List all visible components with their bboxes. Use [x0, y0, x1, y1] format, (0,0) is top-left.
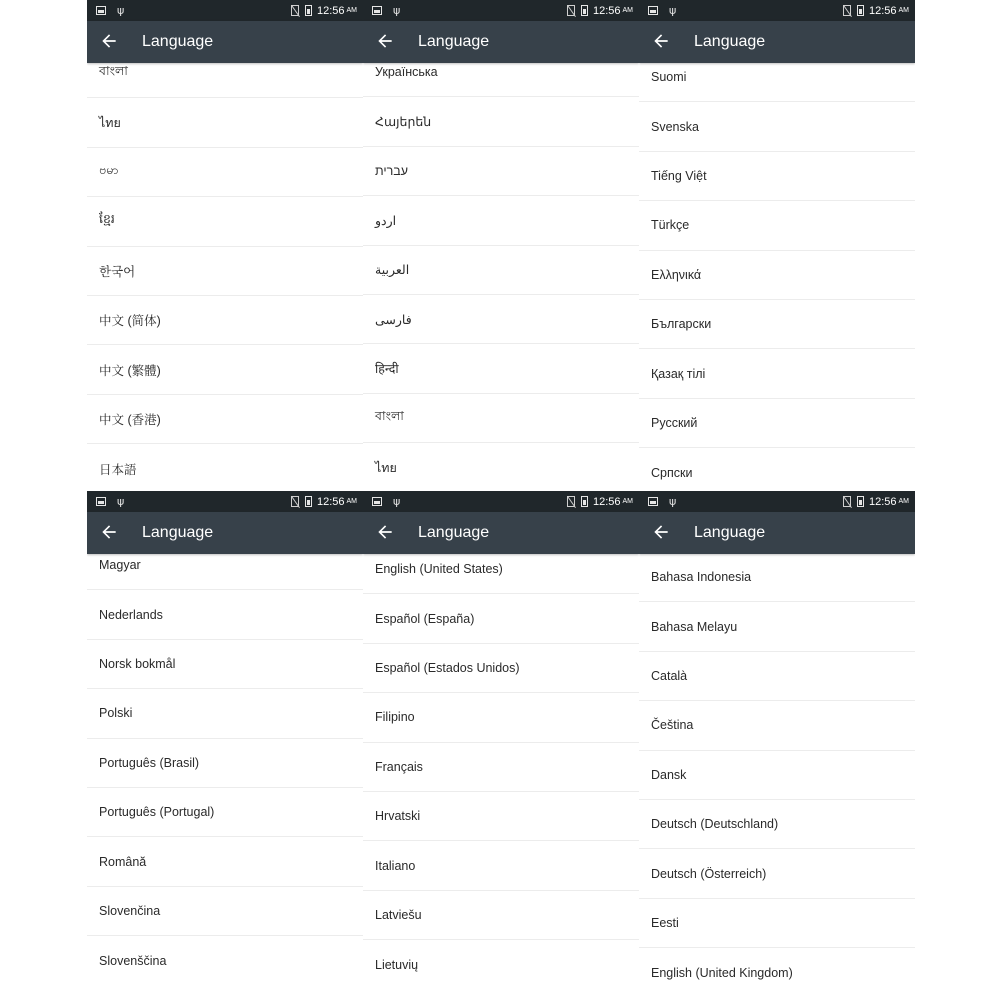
language-item[interactable]: Српски: [651, 465, 693, 480]
battery-icon: [857, 496, 864, 507]
usb-icon: ψ: [669, 495, 677, 508]
language-item[interactable]: Türkçe: [639, 201, 915, 250]
status-bar: [363, 491, 639, 512]
language-item[interactable]: Slovenčina: [87, 887, 363, 936]
status-bar: [87, 0, 363, 21]
language-item[interactable]: اردو: [363, 196, 639, 245]
language-item[interactable]: Português (Portugal): [87, 788, 363, 837]
back-arrow-icon[interactable]: [375, 522, 395, 542]
no-sim-icon: [291, 5, 299, 16]
language-item[interactable]: Filipino: [363, 693, 639, 742]
language-item[interactable]: Hrvatski: [363, 792, 639, 841]
language-item[interactable]: বাংলা: [363, 394, 639, 443]
app-bar: [87, 21, 363, 63]
picture-notification-icon: [648, 497, 658, 506]
language-item[interactable]: Deutsch (Österreich): [639, 849, 915, 898]
status-bar: [639, 0, 915, 21]
no-sim-icon: [567, 496, 575, 507]
language-item[interactable]: ไทย: [87, 98, 363, 147]
app-bar-title: Language: [418, 524, 490, 541]
usb-icon: ψ: [117, 495, 125, 508]
language-screen-6: [639, 491, 915, 982]
picture-notification-icon: [372, 6, 382, 15]
no-sim-icon: [291, 496, 299, 507]
language-item[interactable]: Português (Brasil): [87, 739, 363, 788]
no-sim-icon: [843, 5, 851, 16]
picture-notification-icon: [648, 6, 658, 15]
app-bar: [639, 512, 915, 554]
language-item[interactable]: Bahasa Indonesia: [639, 553, 915, 602]
language-item[interactable]: Română: [87, 837, 363, 886]
status-time: 12:56: [868, 495, 897, 508]
language-item[interactable]: 한국어: [87, 247, 363, 296]
language-item[interactable]: Українська: [363, 48, 639, 97]
language-screen-3: [639, 0, 915, 491]
language-item[interactable]: Slovenščina: [99, 953, 167, 968]
screenshot-grid: [87, 0, 915, 1000]
picture-notification-icon: [372, 497, 382, 506]
app-bar: [363, 512, 639, 554]
language-item[interactable]: Eesti: [639, 899, 915, 948]
back-arrow-icon[interactable]: [651, 522, 671, 542]
app-bar-title: Language: [694, 33, 766, 50]
language-item[interactable]: Suomi: [639, 53, 915, 102]
language-item[interactable]: Latviešu: [363, 891, 639, 940]
language-item[interactable]: Lietuvių: [375, 957, 419, 972]
picture-notification-icon: [96, 6, 106, 15]
language-item[interactable]: Български: [639, 300, 915, 349]
language-item[interactable]: Deutsch (Deutschland): [639, 800, 915, 849]
language-list[interactable]: [639, 553, 915, 982]
app-bar: [639, 21, 915, 63]
app-bar: [363, 21, 639, 63]
language-item[interactable]: Svenska: [639, 102, 915, 151]
back-arrow-icon[interactable]: [651, 31, 671, 51]
picture-notification-icon: [96, 497, 106, 506]
status-ampm: AM: [622, 498, 633, 505]
app-bar-title: Language: [694, 524, 766, 541]
status-time: 12:56: [592, 4, 621, 17]
language-item[interactable]: Polski: [87, 689, 363, 738]
battery-icon: [305, 496, 312, 507]
language-item[interactable]: Català: [639, 652, 915, 701]
language-item[interactable]: English (United States): [363, 545, 639, 594]
no-sim-icon: [567, 5, 575, 16]
language-item[interactable]: Norsk bokmål: [87, 640, 363, 689]
language-item[interactable]: ខ្មែរ: [87, 197, 363, 246]
language-item[interactable]: Español (Estados Unidos): [363, 644, 639, 693]
usb-icon: ψ: [669, 4, 677, 17]
usb-icon: ψ: [117, 4, 125, 17]
language-item[interactable]: Nederlands: [87, 590, 363, 639]
no-sim-icon: [843, 496, 851, 507]
language-item[interactable]: Magyar: [87, 541, 363, 590]
status-ampm: AM: [898, 7, 909, 14]
status-ampm: AM: [622, 7, 633, 14]
language-item[interactable]: 中文 (香港): [87, 395, 363, 444]
status-time: 12:56: [316, 495, 345, 508]
language-item[interactable]: עברית: [363, 147, 639, 196]
status-ampm: AM: [898, 498, 909, 505]
language-list[interactable]: [87, 49, 363, 491]
language-screen-4: [87, 491, 363, 982]
language-item[interactable]: Tiếng Việt: [639, 152, 915, 201]
status-bar: [363, 0, 639, 21]
language-item[interactable]: Čeština: [639, 701, 915, 750]
language-list[interactable]: [363, 48, 639, 491]
language-item[interactable]: Français: [363, 743, 639, 792]
language-list[interactable]: [87, 541, 363, 982]
back-arrow-icon[interactable]: [99, 522, 119, 542]
battery-icon: [581, 5, 588, 16]
back-arrow-icon[interactable]: [99, 31, 119, 51]
back-arrow-icon[interactable]: [375, 31, 395, 51]
status-bar: [639, 491, 915, 512]
language-item[interactable]: Русский: [639, 399, 915, 448]
language-item[interactable]: ဗမာ: [87, 148, 363, 197]
language-item[interactable]: English (United Kingdom): [651, 965, 793, 980]
status-ampm: AM: [346, 498, 357, 505]
language-item[interactable]: हिन्दी: [363, 344, 639, 393]
status-time: 12:56: [868, 4, 897, 17]
language-item[interactable]: Қазақ тілі: [639, 349, 915, 398]
language-item[interactable]: العربية: [363, 246, 639, 295]
language-item[interactable]: Bahasa Melayu: [639, 602, 915, 651]
battery-icon: [581, 496, 588, 507]
language-screen-2: [363, 0, 639, 491]
usb-icon: ψ: [393, 4, 401, 17]
language-item[interactable]: 日本語: [99, 462, 137, 477]
language-screen-1: [87, 0, 363, 491]
language-item[interactable]: বাংলা: [87, 49, 363, 98]
status-ampm: AM: [346, 7, 357, 14]
app-bar: [87, 512, 363, 554]
app-bar-title: Language: [418, 33, 490, 50]
status-time: 12:56: [316, 4, 345, 17]
battery-icon: [857, 5, 864, 16]
language-item[interactable]: 中文 (简体): [87, 296, 363, 345]
language-item[interactable]: Español (España): [363, 594, 639, 643]
language-item[interactable]: Italiano: [363, 841, 639, 890]
language-list[interactable]: [639, 53, 915, 491]
language-item[interactable]: Հայերեն: [363, 97, 639, 146]
app-bar-title: Language: [142, 33, 214, 50]
language-list[interactable]: [363, 545, 639, 982]
language-item[interactable]: 中文 (繁體): [87, 345, 363, 394]
language-item[interactable]: ไทย: [375, 460, 397, 475]
battery-icon: [305, 5, 312, 16]
app-bar-title: Language: [142, 524, 214, 541]
language-item[interactable]: Dansk: [639, 751, 915, 800]
status-time: 12:56: [592, 495, 621, 508]
language-item[interactable]: فارسی: [363, 295, 639, 344]
status-bar: [87, 491, 363, 512]
usb-icon: ψ: [393, 495, 401, 508]
language-item[interactable]: Ελληνικά: [639, 251, 915, 300]
language-screen-5: [363, 491, 639, 982]
